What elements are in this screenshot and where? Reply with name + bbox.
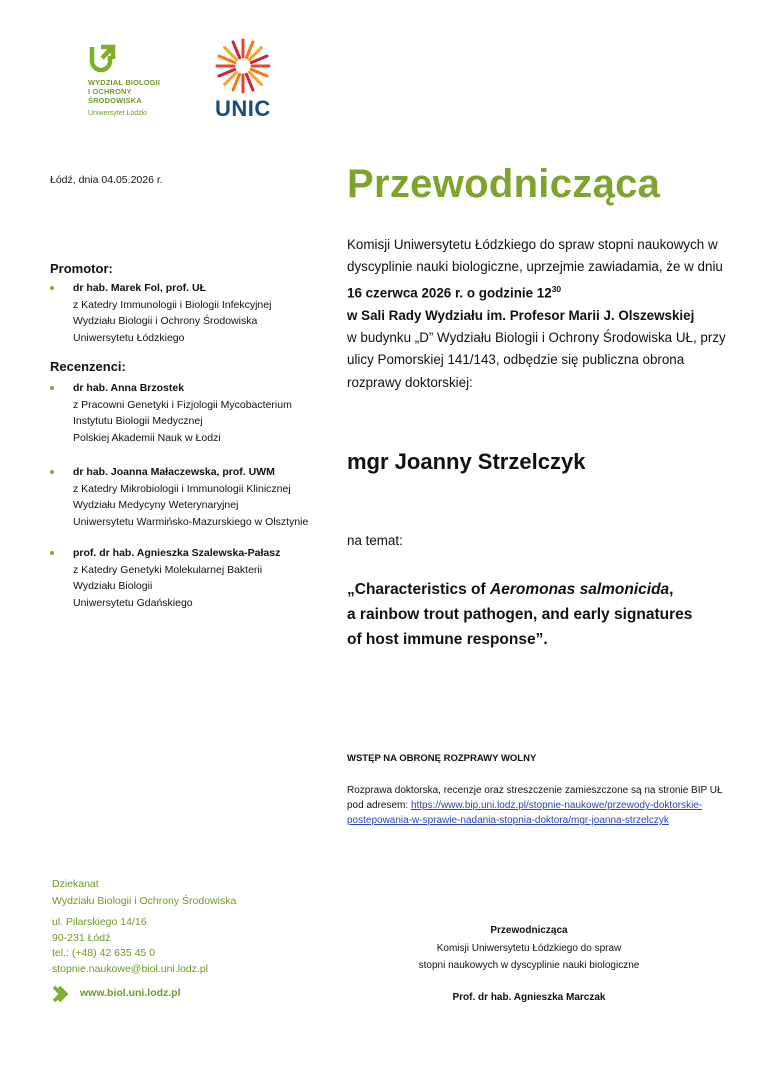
signature-line: Komisji Uniwersytetu Łódzkiego do spraw bbox=[436, 942, 622, 954]
signature-title: Przewodnicząca bbox=[490, 925, 568, 936]
affiliation-line: z Katedry Genetyki Molekularnej Bakterii bbox=[73, 563, 263, 576]
promotor-heading: Promotor: bbox=[50, 261, 113, 276]
faculty-logo-icon bbox=[88, 44, 118, 74]
website-link[interactable]: www.biol.uni.lodz.pl bbox=[80, 987, 181, 999]
reviewer-entry bbox=[50, 545, 280, 611]
affiliation-line: z Katedry Immunologii i Biologii Infekcyjnej bbox=[73, 298, 272, 311]
university-name: Uniwersytet Łódzki bbox=[88, 110, 147, 117]
affiliation-line: Uniwersytetu Łódzkiego bbox=[73, 331, 185, 344]
promotor-entry bbox=[50, 280, 271, 346]
dean-office-line: Dziekanat bbox=[52, 878, 99, 890]
bip-link[interactable]: https://www.bip.uni.lodz.pl/stopnie-naukowe/przewody-doktorskie-postepowania-w-sprawie-nadania-stopnia-doktora/mgr-joanna-strzelczyk bbox=[347, 800, 703, 826]
defense-date-time: 16 czerwca 2026 r. o godzinie 12 bbox=[347, 285, 552, 301]
affiliation-line: Uniwersytetu Warmińsko-Mazurskiego w Olsztynie bbox=[73, 515, 309, 528]
thesis-title-line: of host immune response”. bbox=[347, 631, 548, 648]
faculty-logo bbox=[86, 44, 196, 124]
bip-info-text: Rozprawa doktorska, recenzje oraz streszczenie zamieszczone są na stronie BIP UŁ pod adresem: bbox=[347, 785, 723, 811]
signature-block bbox=[386, 922, 672, 1006]
address-city: 90-231 Łódź bbox=[52, 931, 111, 944]
affiliation-line: Wydziału Biologii bbox=[73, 580, 153, 592]
affiliation-line: z Pracowni Genetyki i Fizjologii Mycobacterium bbox=[73, 398, 292, 411]
defense-minutes: 30 bbox=[551, 284, 562, 295]
contact-phone: tel.: (+48) 42 635 45 0 bbox=[52, 947, 156, 959]
reviewer-entry bbox=[50, 380, 292, 446]
unic-star-icon bbox=[214, 38, 272, 94]
reviewers-heading: Recenzenci: bbox=[50, 359, 126, 374]
arrow-right-icon bbox=[52, 985, 68, 1003]
affiliation-line: Wydziału Medycyny Weterynaryjnej bbox=[73, 499, 239, 511]
bullet bbox=[50, 386, 54, 390]
bip-info bbox=[347, 783, 737, 828]
announcement-location: w budynku „D” Wydziału Biologii i Ochrony Środowiska UŁ, przy ulicy Pomorskiej 141/143, odbędzie się publiczna obrona rozprawy doktorskiej: bbox=[347, 330, 726, 390]
person-name: prof. dr hab. Agnieszka Szalewska-Pałasz bbox=[73, 547, 281, 559]
page-title: Przewodnicząca bbox=[347, 162, 661, 206]
unic-logo-text: UNIC bbox=[215, 96, 271, 121]
topic-label: na temat: bbox=[347, 533, 403, 548]
affiliation-line: Polskiej Akademii Nauk w Łodzi bbox=[73, 431, 221, 444]
contact-email[interactable]: stopnie.naukowe@biol.uni.lodz.pl bbox=[52, 962, 209, 975]
bullet bbox=[50, 286, 54, 290]
thesis-title-line: a rainbow trout pathogen, and early signatures bbox=[347, 606, 693, 623]
defense-venue: w Sali Rady Wydziału im. Profesor Marii J. Olszewskiej bbox=[347, 308, 695, 324]
thesis-title-species: Aeromonas salmonicida bbox=[490, 581, 670, 598]
person-name: dr hab. Anna Brzostek bbox=[73, 382, 185, 394]
affiliation-line: Uniwersytetu Gdańskiego bbox=[73, 596, 193, 609]
thesis-title-start: „Characteristics of bbox=[347, 581, 490, 598]
person-name: dr hab. Marek Fol, prof. UŁ bbox=[73, 282, 207, 294]
address-street: ul. Pilarskiego 14/16 bbox=[52, 916, 147, 928]
dean-office-line: Wydziału Biologii i Ochrony Środowiska bbox=[52, 895, 237, 907]
thesis-title bbox=[347, 577, 747, 652]
unic-logo bbox=[212, 38, 276, 122]
announcement-text bbox=[347, 234, 727, 394]
dean-office bbox=[52, 876, 236, 910]
affiliation-line: Instytutu Biologii Medycznej bbox=[73, 415, 203, 427]
announcement-intro: Komisji Uniwersytetu Łódzkiego do spraw stopni naukowych w dyscyplinie nauki biologiczne, uprzejmie zawiadamia, że w dniu bbox=[347, 237, 723, 275]
candidate-name: mgr Joanny Strzelczyk bbox=[347, 449, 586, 474]
signature-line: stopni naukowych w dyscyplinie nauki biologiczne bbox=[418, 960, 640, 971]
affiliation-line: Wydziału Biologii i Ochrony Środowiska bbox=[73, 315, 258, 327]
faculty-name: WYDZIAŁ BIOLOGII I OCHRONY ŚRODOWISKA bbox=[88, 78, 161, 105]
person-name: dr hab. Joanna Małaczewska, prof. UWM bbox=[73, 466, 275, 478]
free-entry-notice: WSTĘP NA OBRONĘ ROZPRAWY WOLNY bbox=[347, 753, 537, 764]
reviewer-entry bbox=[50, 464, 308, 530]
contact-address bbox=[52, 915, 208, 977]
affiliation-line: z Katedry Mikrobiologii i Immunologii Klinicznej bbox=[73, 482, 291, 495]
bullet bbox=[50, 470, 54, 474]
bullet bbox=[50, 551, 54, 555]
document-date: Łódź, dnia 04.05.2026 r. bbox=[50, 174, 163, 186]
signature-name: Prof. dr hab. Agnieszka Marczak bbox=[452, 991, 606, 1003]
thesis-title-comma: , bbox=[669, 581, 674, 598]
